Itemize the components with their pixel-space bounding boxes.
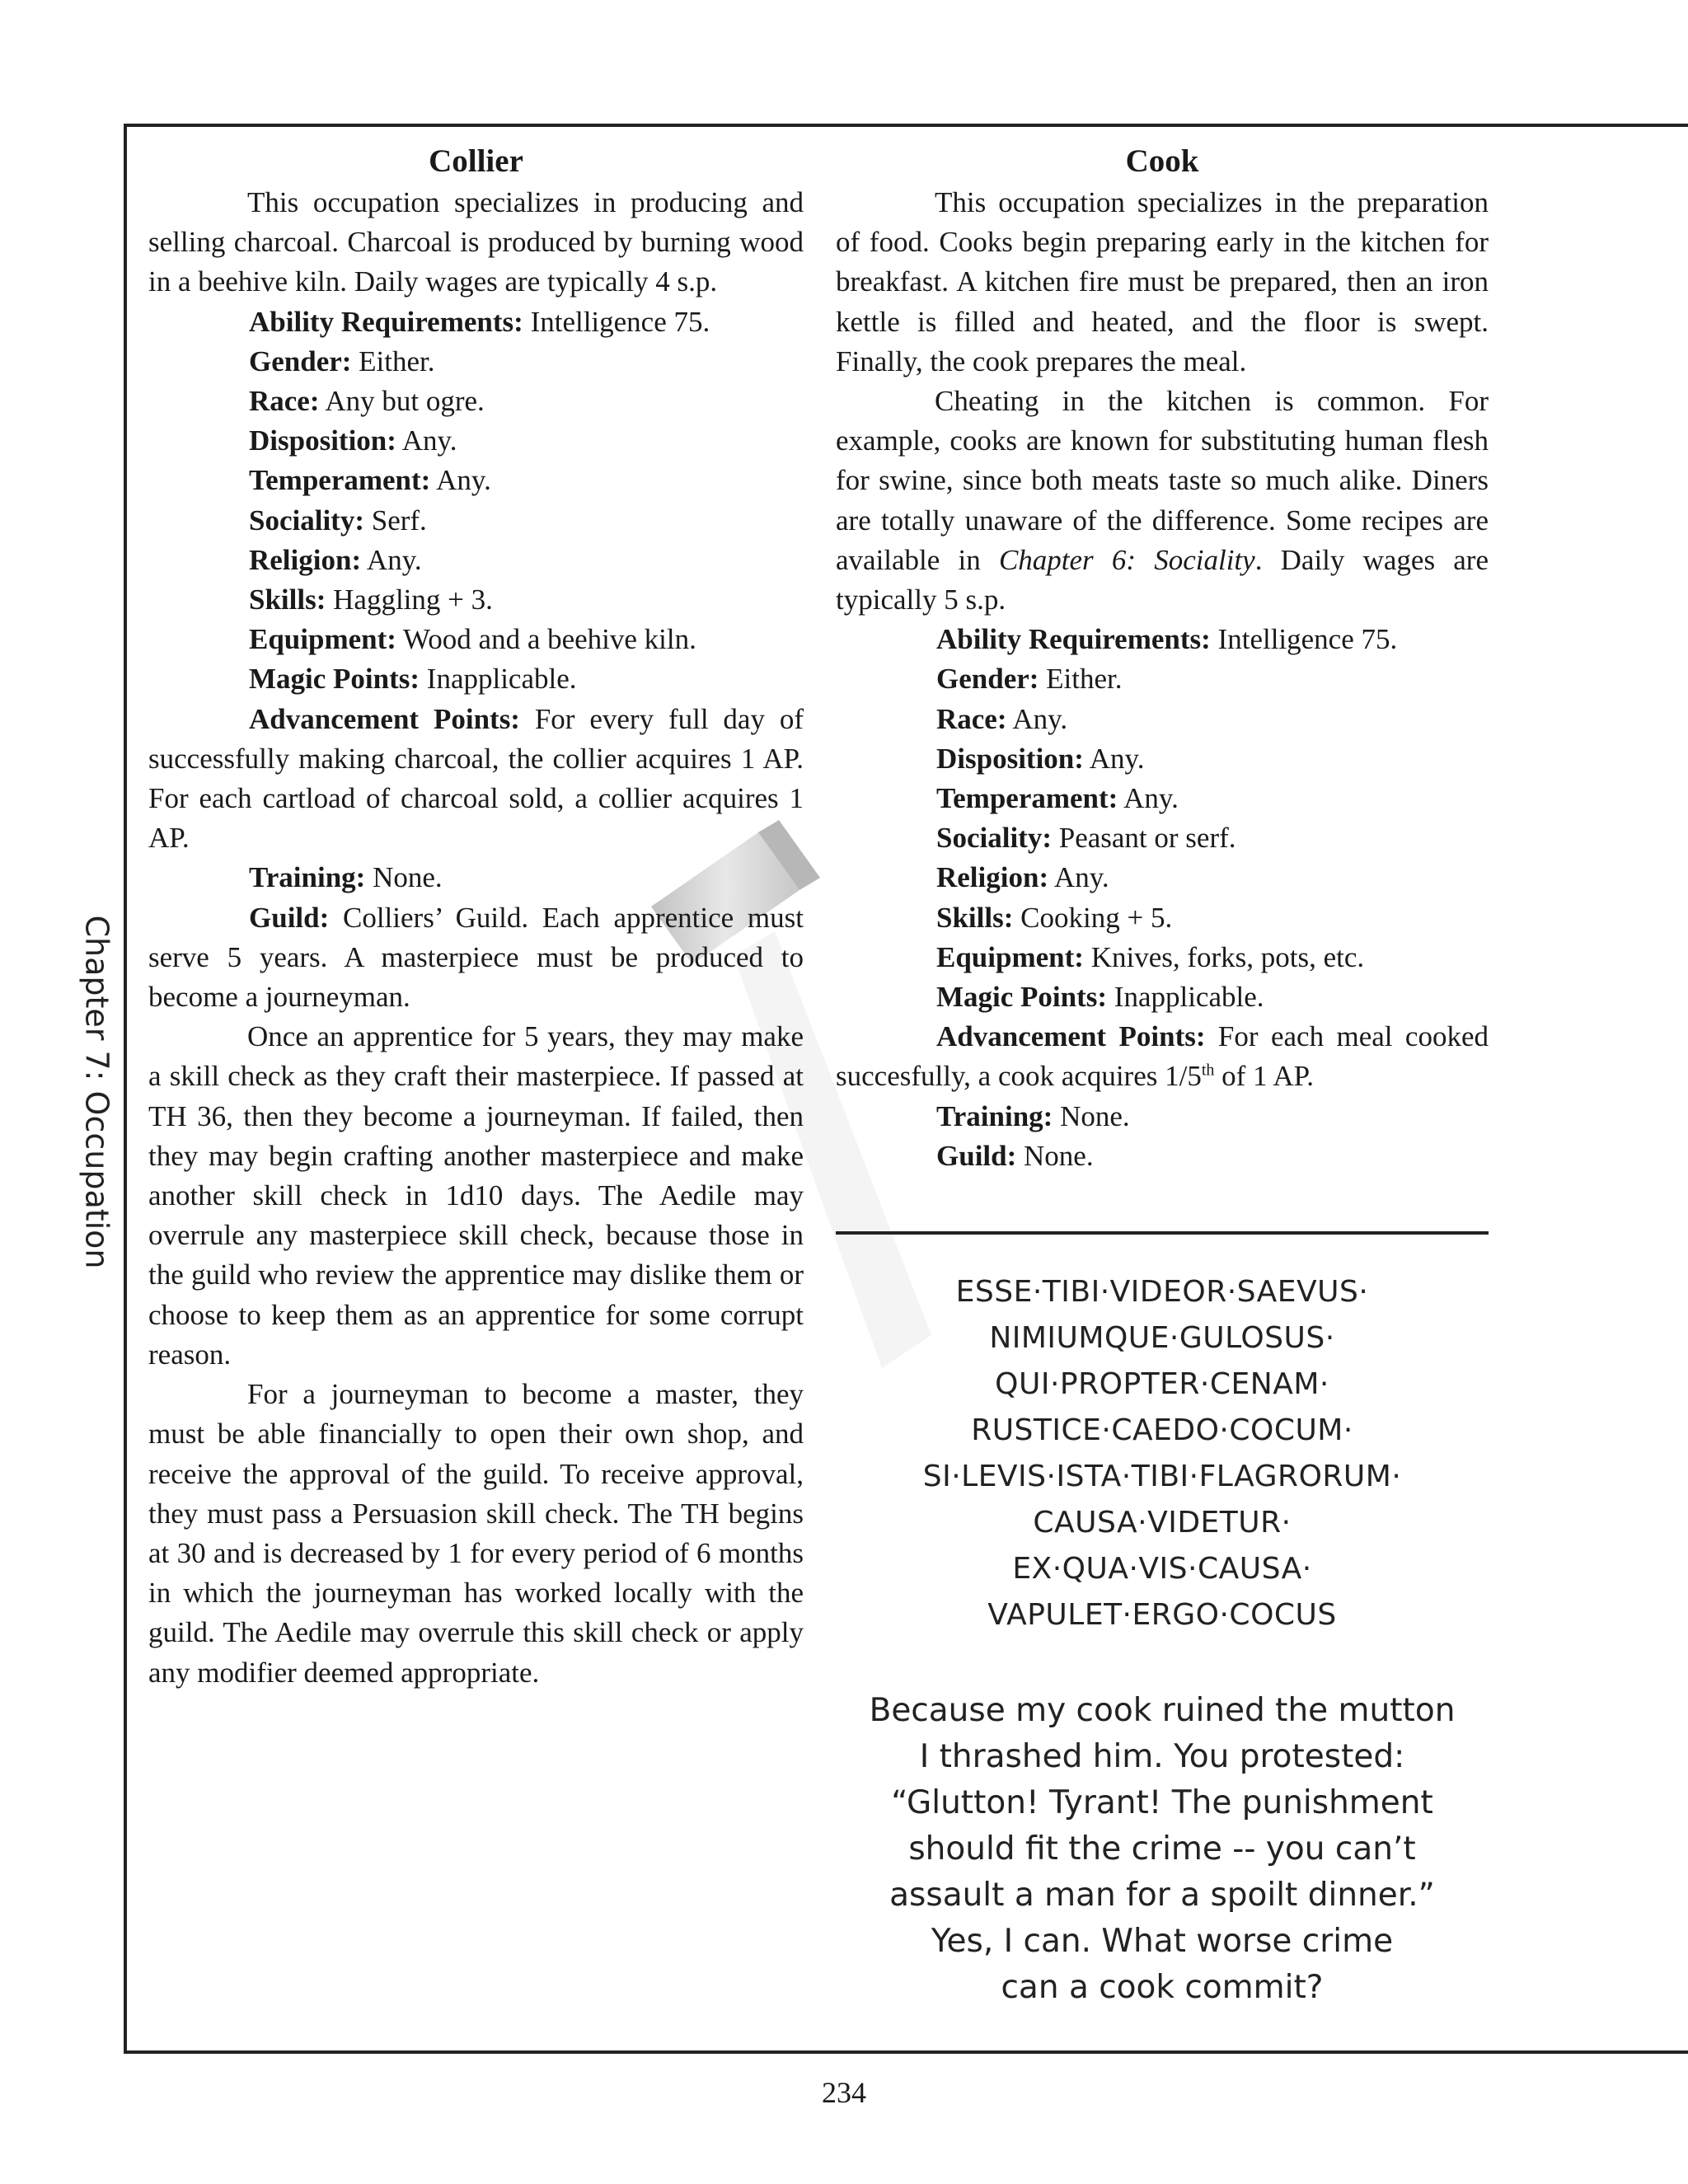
collier-field-guild: Guild: Colliers’ Guild. Each apprentice must serve 5 years. A masterpiece must be produced to become a journeyman. [148,901,804,1014]
cook-field-magic: Magic Points: Inapplicable. [936,981,1264,1014]
collier-intro: This occupation specializes in producing and selling charcoal. Charcoal is produced by burning wood in a beehive kiln. Daily wages are typically 4 s.p. [148,186,804,298]
cook-field-equipment: Equipment: Knives, forks, pots, etc. [936,940,1365,973]
translation-line: Yes, I can. What worse crime [931,1923,1394,1960]
translation-line: assault a man for a spoilt dinner.” [889,1877,1435,1914]
cook-field-gender: Gender: Either. [936,663,1123,696]
collier-field-training: Training: None. [249,861,443,894]
collier-field-religion: Religion: Any. [249,543,422,576]
section-divider [836,1231,1489,1235]
collier-field-sociality: Sociality: Serf. [249,504,427,537]
cook-field-temperament: Temperament: Any. [936,782,1179,815]
cook-intro: This occupation specializes in the preparation of food. Cooks begin preparing early in the kitchen for breakfast. A kitchen fire must be prepared, then an iron kettle is filled and heated, and the floor is swept. Finally, the cook prepares the meal. [836,186,1489,377]
collier-field-advancement: Advancement Points: For every full day of successfully making charcoal, the collier acquires 1 AP. For each cartload of charcoal sold, a collier acquires 1 AP. [148,702,804,855]
collier-field-equipment: Equipment: Wood and a beehive kiln. [249,623,696,656]
translation-line: I thrashed him. You protested: [919,1738,1405,1775]
collier-field-magic: Magic Points: Inapplicable. [249,663,577,696]
translation-line: should fit the crime -- you can’t [908,1830,1416,1868]
collier-field-gender: Gender: Either. [249,344,435,377]
cook-field-ability: Ability Requirements: Intelligence 75. [936,623,1398,656]
cook-field-disposition: Disposition: Any. [936,742,1145,775]
collier-field-disposition: Disposition: Any. [249,424,457,457]
collier-masterpiece-paragraph: Once an apprentice for 5 years, they may make a skill check as they craft their masterpiece. If passed at TH 36, then they become a journeyman. If failed, then they may begin crafting another masterpiece and make another skill check in 1d10 days. The Aedile may overrule any masterpiece skill check, because those in the guild who review the apprentice may dislike them or choose to keep them as an apprentice for some corrupt reason. [148,1020,804,1371]
collier-column [148,142,804,1693]
page-number: 234 [822,2076,866,2109]
cook-title: Cook [1125,143,1199,179]
chapter-reference: Chapter 6: Sociality [998,543,1255,576]
cook-field-skills: Skills: Cooking + 5. [936,901,1173,934]
chapter-side-label [74,902,120,1282]
collier-field-ability: Ability Requirements: Intelligence 75. [249,305,710,338]
latin-line: QUI·PROPTER·CENAM· [995,1367,1329,1401]
latin-line: CAUSA·VIDETUR· [1033,1506,1292,1540]
cook-cheating-paragraph: Cheating in the kitchen is common. For example, cooks are known for substituting human flesh for swine, since both meats taste so much alike. Diners are totally unaware of the difference. Some recipes are available in Chapter 6: Sociality. Daily wages are typically 5 s.p. [836,385,1489,616]
collier-master-paragraph: For a journeyman to become a master, they must be able financially to open their own shop, and receive the approval of the guild. To receive approval, they must pass a Persuasion skill check. The TH begins at 30 and is decreased by 1 for every period of 6 months in which the journeyman has worked locally with the guild. The Aedile may overrule this skill check or apply any modifier deemed appropriate. [148,1378,804,1689]
collier-title: Collier [429,143,523,179]
collier-field-skills: Skills: Haggling + 3. [249,583,493,616]
cook-field-training: Training: None. [936,1099,1130,1132]
cook-field-guild: Guild: None. [936,1139,1094,1172]
cook-field-sociality: Sociality: Peasant or serf. [936,822,1236,855]
cook-field-race: Race: Any. [936,702,1068,735]
translation-line: “Glutton! Tyrant! The punishment [891,1784,1433,1821]
collier-field-race: Race: Any but ogre. [249,385,485,418]
latin-epigram [836,1269,1489,1638]
cook-field-advancement: Advancement Points: For each meal cooked succesfully, a cook acquires 1/5th of 1 AP. [836,1020,1489,1093]
chapter-side-label-text: Chapter 7: Occupation [79,915,116,1269]
cook-field-religion: Religion: Any. [936,861,1109,894]
latin-line: SI·LEVIS·ISTA·TIBI·FLAGRORUM· [922,1460,1402,1493]
translation-line: can a cook commit? [1001,1969,1324,2006]
latin-line: VAPULET·ERGO·COCUS [987,1598,1337,1632]
epigram-translation [836,1688,1489,2011]
latin-line: EX·QUA·VIS·CAUSA· [1012,1552,1312,1586]
latin-line: NIMIUMQUE·GULOSUS· [989,1321,1335,1355]
latin-line: RUSTICE·CAEDO·COCUM· [971,1413,1353,1447]
cook-column [836,142,1489,1176]
collier-field-temperament: Temperament: Any. [249,464,491,497]
latin-line: ESSE·TIBI·VIDEOR·SAEVUS· [955,1275,1369,1309]
translation-line: Because my cook ruined the mutton [869,1692,1456,1729]
